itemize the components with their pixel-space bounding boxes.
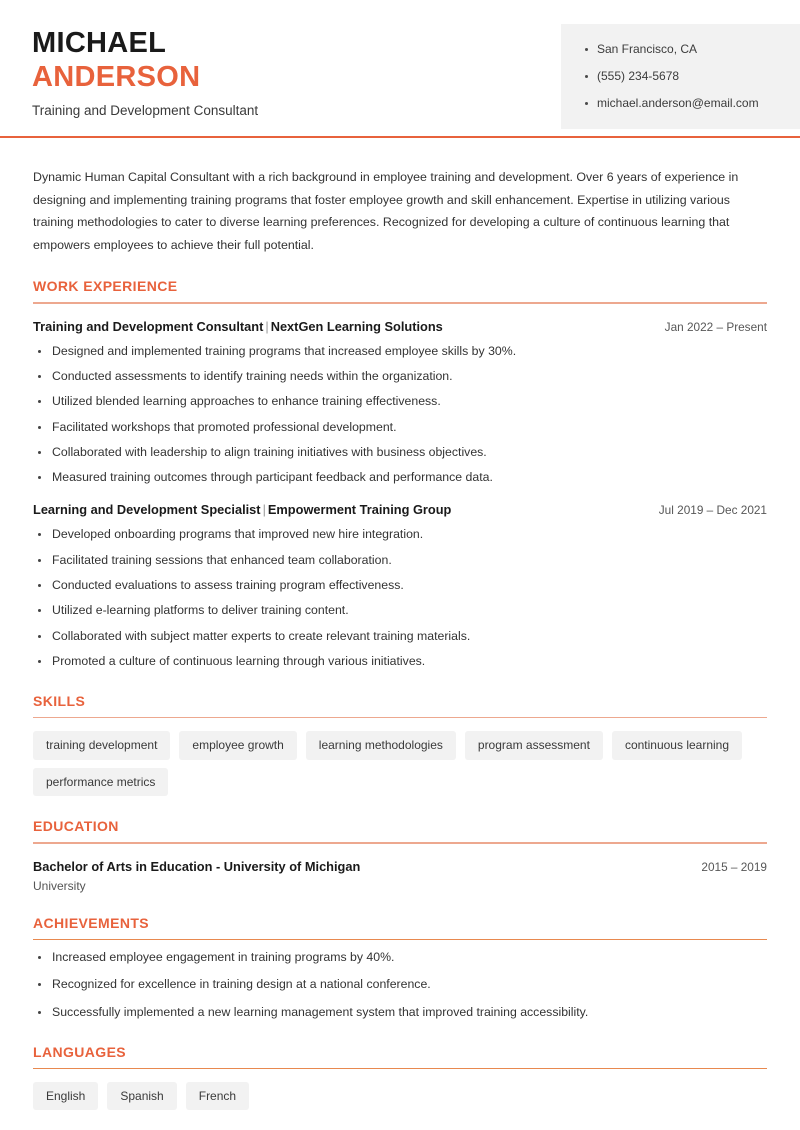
section-title-work-experience: WORK EXPERIENCE bbox=[33, 278, 178, 295]
last-name: ANDERSON bbox=[32, 61, 201, 94]
list-item: Designed and implemented training programs that increased employee skills by 30%. bbox=[33, 343, 767, 361]
list-item: Utilized e-learning platforms to deliver training content. bbox=[33, 602, 767, 620]
section-education bbox=[33, 818, 767, 893]
list-item: Increased employee engagement in training programs by 40%. bbox=[33, 949, 767, 967]
work-entry bbox=[33, 319, 767, 487]
work-entry-company: NextGen Learning Solutions bbox=[270, 318, 443, 334]
work-entry-header bbox=[33, 319, 767, 334]
contact-item-phone: (555) 234-5678 bbox=[583, 63, 800, 90]
achievements-list bbox=[33, 949, 767, 1021]
languages-chip-list bbox=[33, 1082, 767, 1110]
skill-chip: continuous learning bbox=[612, 731, 742, 759]
section-work-experience bbox=[33, 278, 767, 670]
list-item: Collaborated with subject matter experts to create relevant training materials. bbox=[33, 628, 767, 646]
first-name: MICHAEL bbox=[32, 27, 167, 59]
language-chip: English bbox=[33, 1082, 98, 1110]
section-title-education: EDUCATION bbox=[33, 818, 119, 835]
section-skills bbox=[33, 693, 767, 796]
section-rule-languages bbox=[33, 1068, 767, 1070]
section-rule-skills bbox=[33, 717, 767, 719]
education-entry bbox=[33, 859, 767, 893]
list-item: Utilized blended learning approaches to enhance training effectiveness. bbox=[33, 393, 767, 411]
skills-chip-list bbox=[33, 731, 767, 796]
work-entry-company: Empowerment Training Group bbox=[267, 502, 452, 518]
work-entry-separator: | bbox=[265, 318, 269, 334]
professional-title: Training and Development Consultant bbox=[32, 103, 259, 119]
list-item: Collaborated with leadership to align training initiatives with business objectives. bbox=[33, 444, 767, 462]
work-entry-separator: | bbox=[262, 502, 266, 518]
section-languages bbox=[33, 1044, 767, 1111]
work-entry-title bbox=[33, 502, 451, 517]
skill-chip: employee growth bbox=[179, 731, 296, 759]
list-item: Conducted evaluations to assess training program effectiveness. bbox=[33, 577, 767, 595]
education-entry-header bbox=[33, 859, 767, 874]
work-entry-bullets bbox=[33, 526, 767, 670]
list-item: Developed onboarding programs that improved new hire integration. bbox=[33, 526, 767, 544]
section-rule-work-experience bbox=[33, 302, 767, 304]
education-degree: Bachelor of Arts in Education - University of Michigan bbox=[33, 858, 361, 874]
professional-summary: Dynamic Human Capital Consultant with a rich background in employee training and development. Over 6 years of experience in designing and implementing training programs that foster employee growth and skill enhancement. Expertise in utilizing various training methodologies to cater to diverse learning preferences. Recognized for developing a culture of continuous learning that empowers employees to achieve their full potential. bbox=[33, 170, 739, 252]
section-rule-achievements bbox=[33, 939, 767, 941]
education-institution-type: University bbox=[33, 878, 86, 893]
skill-chip: learning methodologies bbox=[306, 731, 456, 759]
resume-header bbox=[0, 0, 800, 138]
contact-item-email: michael.anderson@email.com bbox=[583, 90, 800, 117]
list-item: Promoted a culture of continuous learning through various initiatives. bbox=[33, 653, 767, 671]
work-entry bbox=[33, 502, 767, 670]
header-divider bbox=[0, 136, 800, 138]
education-date: 2015 – 2019 bbox=[701, 859, 767, 874]
work-entry-bullets bbox=[33, 343, 767, 487]
section-rule-education bbox=[33, 842, 767, 844]
work-entry-role: Learning and Development Specialist bbox=[33, 502, 261, 518]
skill-chip: training development bbox=[33, 731, 170, 759]
header-identity bbox=[32, 26, 258, 118]
section-title-skills: SKILLS bbox=[33, 692, 86, 709]
list-item: Facilitated workshops that promoted professional development. bbox=[33, 419, 767, 437]
work-entry-header bbox=[33, 502, 767, 517]
list-item: Facilitated training sessions that enhanced team collaboration. bbox=[33, 552, 767, 570]
list-item: Successfully implemented a new learning management system that improved training accessibility. bbox=[33, 1004, 767, 1022]
work-entry-date: Jan 2022 – Present bbox=[664, 319, 767, 334]
skill-chip: program assessment bbox=[465, 731, 603, 759]
contact-box bbox=[561, 24, 800, 129]
resume-body bbox=[0, 166, 800, 1110]
work-entry-title bbox=[33, 319, 443, 334]
list-item: Measured training outcomes through participant feedback and performance data. bbox=[33, 469, 767, 487]
work-entry-date: Jul 2019 – Dec 2021 bbox=[658, 503, 767, 518]
list-item: Recognized for excellence in training design at a national conference. bbox=[33, 976, 767, 994]
skill-chip: performance metrics bbox=[33, 768, 168, 796]
language-chip: Spanish bbox=[107, 1082, 176, 1110]
section-achievements bbox=[33, 915, 767, 1022]
section-title-achievements: ACHIEVEMENTS bbox=[33, 914, 150, 931]
list-item: Conducted assessments to identify training needs within the organization. bbox=[33, 368, 767, 386]
contact-item-location: San Francisco, CA bbox=[583, 36, 800, 63]
section-title-languages: LANGUAGES bbox=[33, 1043, 127, 1060]
work-entry-role: Training and Development Consultant bbox=[33, 318, 264, 334]
language-chip: French bbox=[186, 1082, 249, 1110]
